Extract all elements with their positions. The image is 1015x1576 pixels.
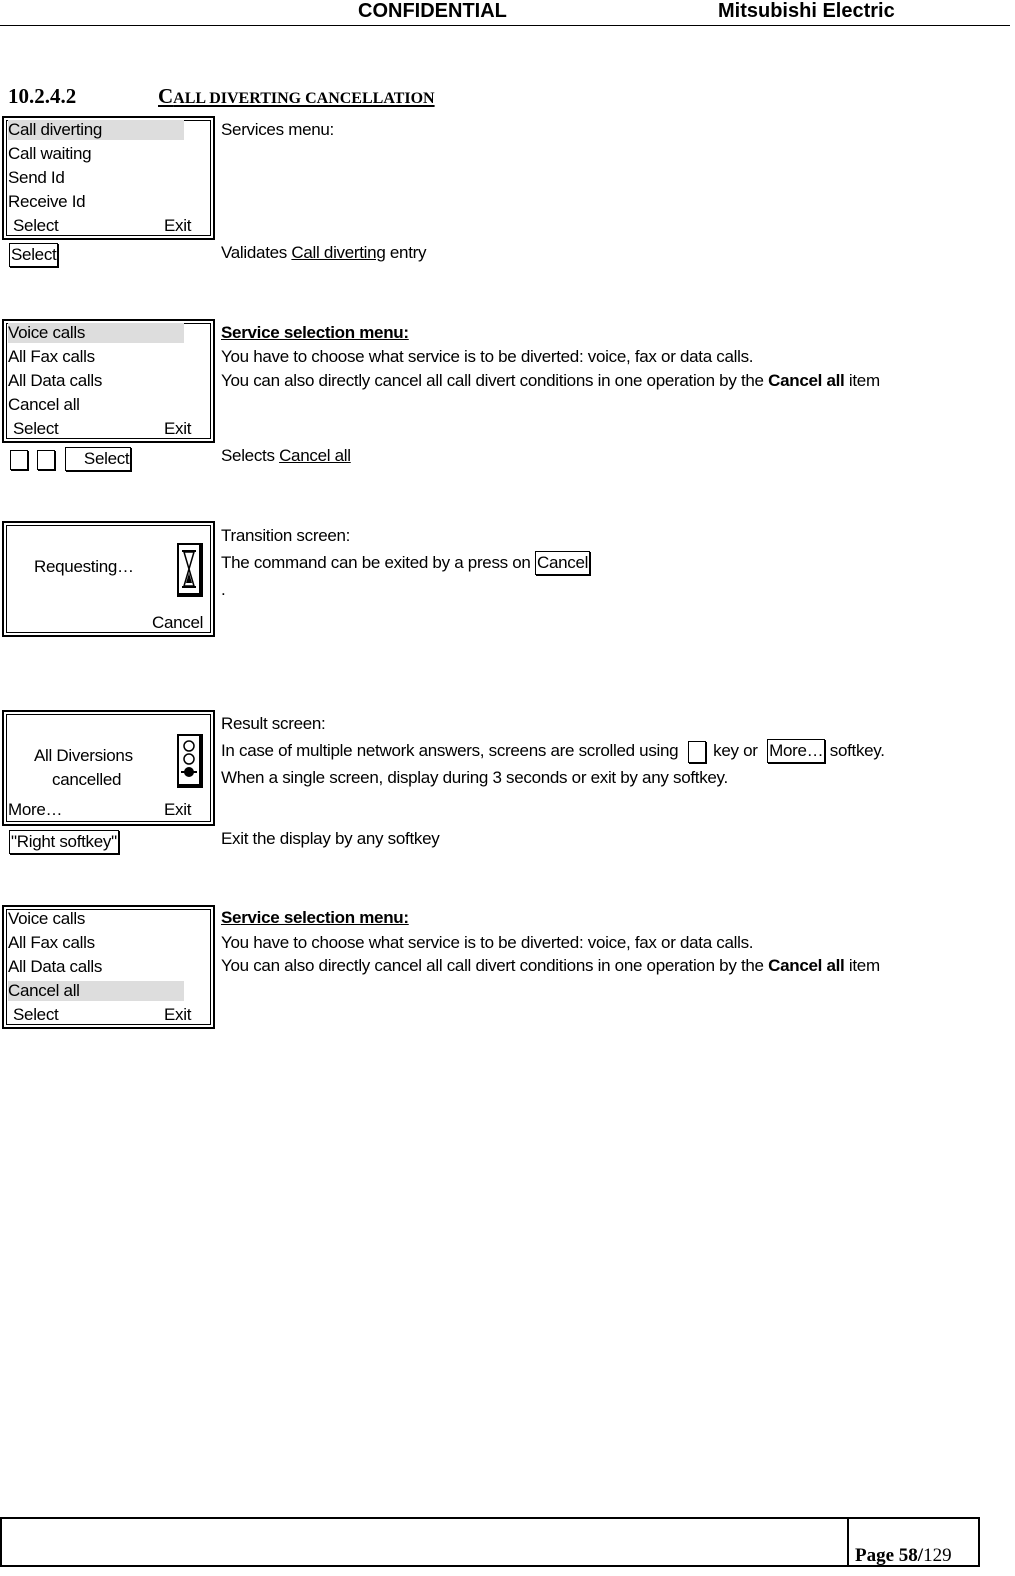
step4-key [9,830,119,854]
page-footer [0,1517,980,1567]
footer-divider [847,1519,849,1565]
step5-line2-post: item [844,956,880,975]
menu-item-cancel-all[interactable]: Cancel all [8,395,80,414]
step2-line2-post: item [844,371,880,390]
step2-action-link: Cancel all [279,446,351,465]
confidential-label: CONFIDENTIAL [358,0,507,22]
phone-screen-requesting [2,521,215,637]
step5-line2-pre: You can also directly cancel all call divert conditions in one operation by the [221,956,769,975]
phone-screen-service-selection [2,319,215,443]
menu-item-data-calls[interactable]: All Data calls [8,957,103,976]
step2-line2-pre: You can also directly cancel all call divert conditions in one operation by the [221,371,769,390]
step2-line1: You have to choose what service is to be diverted: voice, fax or data calls. [221,347,754,366]
traffic-light-icon [177,734,203,788]
right-softkey-label[interactable]: Exit [164,216,192,235]
left-softkey-label[interactable]: Select [13,216,59,235]
menu-item-receive-id[interactable]: Receive Id [8,192,86,211]
hourglass-icon [177,543,203,597]
step3-line-pre: The command can be exited by a press on [221,553,536,572]
section-number: 10.2.4.2 [8,84,77,108]
select-key[interactable]: Select [9,243,58,267]
step5-line2 [221,956,880,976]
menu-item-data-calls[interactable]: All Data calls [8,371,103,390]
page-total: 129 [923,1545,952,1566]
right-softkey-label[interactable]: Exit [164,419,192,438]
section-title-first: C [158,84,174,108]
step4-description: Result screen: [221,714,326,733]
menu-item-fax-calls[interactable]: All Fax calls [8,933,95,952]
step3-dot: . [221,580,226,599]
cancel-softkey-label[interactable]: Cancel [152,613,204,632]
cancel-key[interactable]: Cancel [535,551,590,575]
step4-line1 [221,739,885,763]
page-number [855,1545,952,1567]
company-name: Mitsubishi Electric [718,0,895,22]
down-arrow-key-icon[interactable] [37,450,55,470]
menu-item-fax-calls[interactable]: All Fax calls [8,347,95,366]
step1-key [9,243,58,267]
left-softkey-label[interactable]: Select [13,419,59,438]
left-softkey-label[interactable]: Select [13,1005,59,1024]
section-title-rest: ALL DIVERTING CANCELLATION [173,90,435,107]
step3-description: Transition screen: [221,526,351,545]
right-softkey-key[interactable]: "Right softkey" [9,830,119,854]
phone-screen-result [2,710,215,826]
menu-item-call-waiting[interactable]: Call waiting [8,144,92,163]
step2-line2 [221,371,880,391]
step4-line2: When a single screen, display during 3 seconds or exit by any softkey. [221,768,728,787]
exit-softkey-label[interactable]: Exit [164,800,192,819]
step5-line2-bold: Cancel all [768,956,845,975]
step2-keys [10,447,131,471]
phone-screen-service-selection-cancel-all [2,905,215,1029]
result-message-line1: All Diversions [34,746,133,765]
step2-title: Service selection menu: [221,323,409,342]
step1-action [221,243,426,263]
section-title [8,84,435,109]
requesting-message: Requesting… [34,557,134,576]
menu-item-cancel-all[interactable]: Cancel all [8,981,184,1001]
step1-action-link: Call diverting [291,243,386,262]
select-key[interactable]: Select [65,447,131,471]
step1-action-post: entry [385,243,427,262]
step4-action: Exit the display by any softkey [221,829,440,848]
step3-line [221,551,590,575]
step5-line1: You have to choose what service is to be diverted: voice, fax or data calls. [221,933,754,952]
step2-line2-bold: Cancel all [768,371,845,390]
page-label: Page [855,1545,899,1566]
step4-line1-mid: key or [708,741,763,760]
phone-screen-services-menu [2,116,215,240]
page-header [0,0,1010,26]
step4-line1-post: softkey. [825,741,885,760]
down-arrow-key-icon[interactable] [688,741,706,763]
result-message-line2: cancelled [52,770,122,789]
step1-action-pre: Validates [221,243,292,262]
step2-action-pre: Selects [221,446,280,465]
menu-item-send-id[interactable]: Send Id [8,168,65,187]
page-current: 58/ [898,1545,924,1566]
menu-item-voice-calls[interactable]: Voice calls [8,323,184,343]
right-softkey-label[interactable]: Exit [164,1005,192,1024]
step4-line1-pre: In case of multiple network answers, screens are scrolled using [221,741,683,760]
step2-action [221,446,351,466]
down-arrow-key-icon[interactable] [10,450,28,470]
menu-item-call-diverting[interactable]: Call diverting [8,120,184,140]
more-softkey-label[interactable]: More… [8,800,63,819]
step5-title: Service selection menu: [221,908,409,927]
step1-description: Services menu: [221,120,334,139]
menu-item-voice-calls[interactable]: Voice calls [8,909,86,928]
more-key[interactable]: More… [767,739,825,763]
